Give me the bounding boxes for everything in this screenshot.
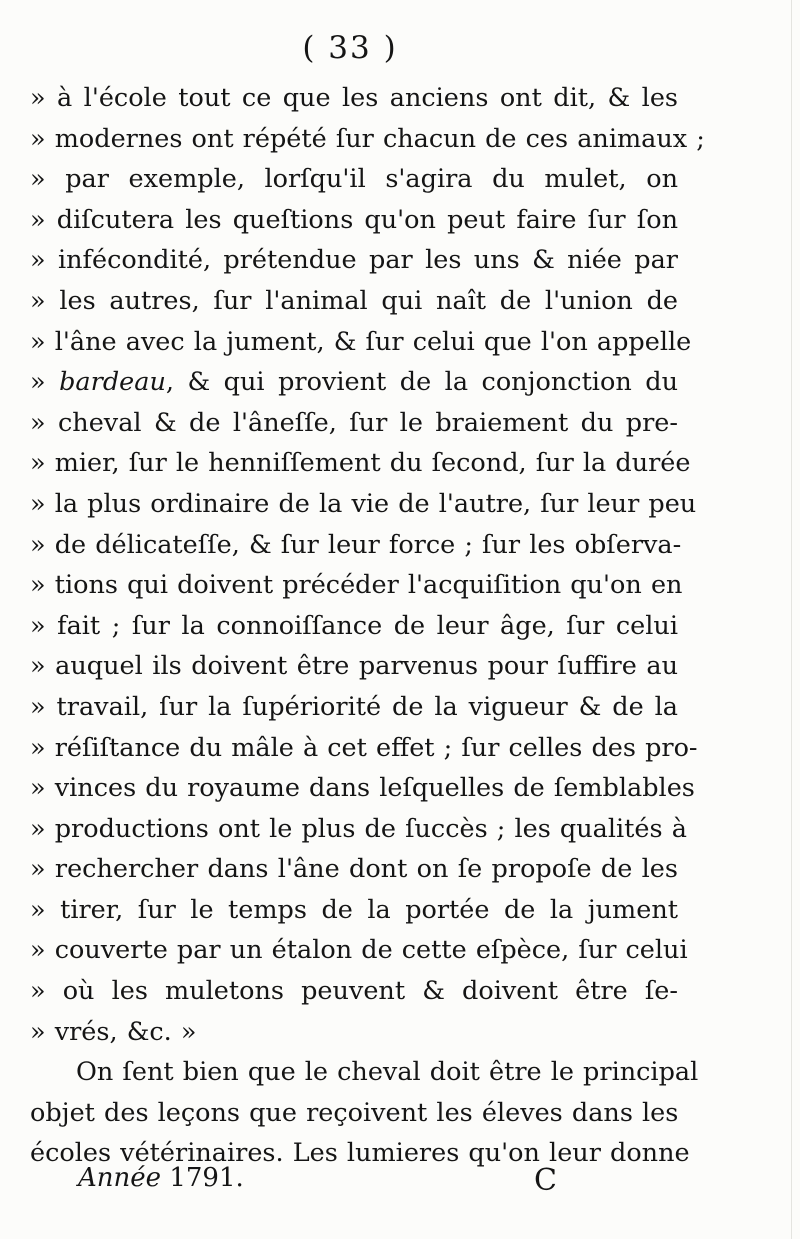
text-line: » modernes ont répété ſur chacun de ces animaux ; xyxy=(30,123,705,154)
page-number: ( 33 ) xyxy=(302,30,398,66)
text-line: » tirer, ſur le temps de la portée de la jument xyxy=(30,894,678,925)
text-line: » couverte par un étalon de cette eſpèce, ſur celui xyxy=(30,935,688,966)
text-line: » vrés, &c. » xyxy=(30,1016,197,1047)
text-line: » l'âne avec la jument, & ſur celui que l'on appelle xyxy=(30,326,692,357)
text-line: » cheval & de l'âneſſe, ſur le braiement du pre- xyxy=(30,407,678,438)
year: 1791. xyxy=(169,1163,244,1193)
text-line: » les autres, ſur l'animal qui naît de l'union de xyxy=(30,285,678,316)
text-line: » de délicateſſe, & ſur leur force ; ſur les obſerva- xyxy=(30,529,682,560)
text-line: » rechercher dans l'âne dont on ſe propoſe de les xyxy=(30,854,678,885)
page-footer xyxy=(78,1163,598,1203)
text-line: » à l'école tout ce que les anciens ont dit, & les xyxy=(30,83,678,113)
year-label: Année xyxy=(78,1163,162,1193)
text-line-italic: » bardeau, & qui provient de la conjonction du xyxy=(30,367,678,398)
text-line: » où les muletons peuvent & doivent être ſe- xyxy=(30,976,678,1007)
italic-term: bardeau xyxy=(59,367,166,398)
text-line: » réſiſtance du mâle à cet effet ; ſur celles des pro- xyxy=(30,732,698,763)
text-line: » fait ; ſur la connoiſſance de leur âge, ſur celui xyxy=(30,610,678,641)
body-text xyxy=(30,78,705,1174)
page-edge xyxy=(791,0,792,1239)
text-line: » travail, ſur la ſupériorité de la vigueur & de la xyxy=(30,691,678,722)
text-line: » mier, ſur le henniſſement du ſecond, ſur la durée xyxy=(30,448,691,479)
text-line: » tions qui doivent précéder l'acquiſition qu'on en xyxy=(30,570,683,601)
signature-mark: C xyxy=(534,1163,557,1198)
text-line: » productions ont le plus de ſuccès ; les qualités à xyxy=(30,813,687,844)
text-line: écoles vétérinaires. Les lumieres qu'on leur donne xyxy=(30,1138,690,1169)
text-line: objet des leçons que reçoivent les éleves dans les xyxy=(30,1097,679,1128)
text-line: » vinces du royaume dans leſquelles de ſemblables xyxy=(30,773,695,804)
text-line: » infécondité, prétendue par les uns & niée par xyxy=(30,245,678,276)
text-line: » auquel ils doivent être parvenus pour ſuffire au xyxy=(30,651,678,682)
text-line: » par exemple, lorſqu'il s'agira du mulet, on xyxy=(30,164,678,195)
text-line: » la plus ordinaire de la vie de l'autre, ſur leur peu xyxy=(30,488,697,519)
paragraph-first-line: On ſent bien que le cheval doit être le principal xyxy=(76,1057,699,1088)
text-line: » diſcutera les queſtions qu'on peut faire ſur ſon xyxy=(30,204,678,235)
